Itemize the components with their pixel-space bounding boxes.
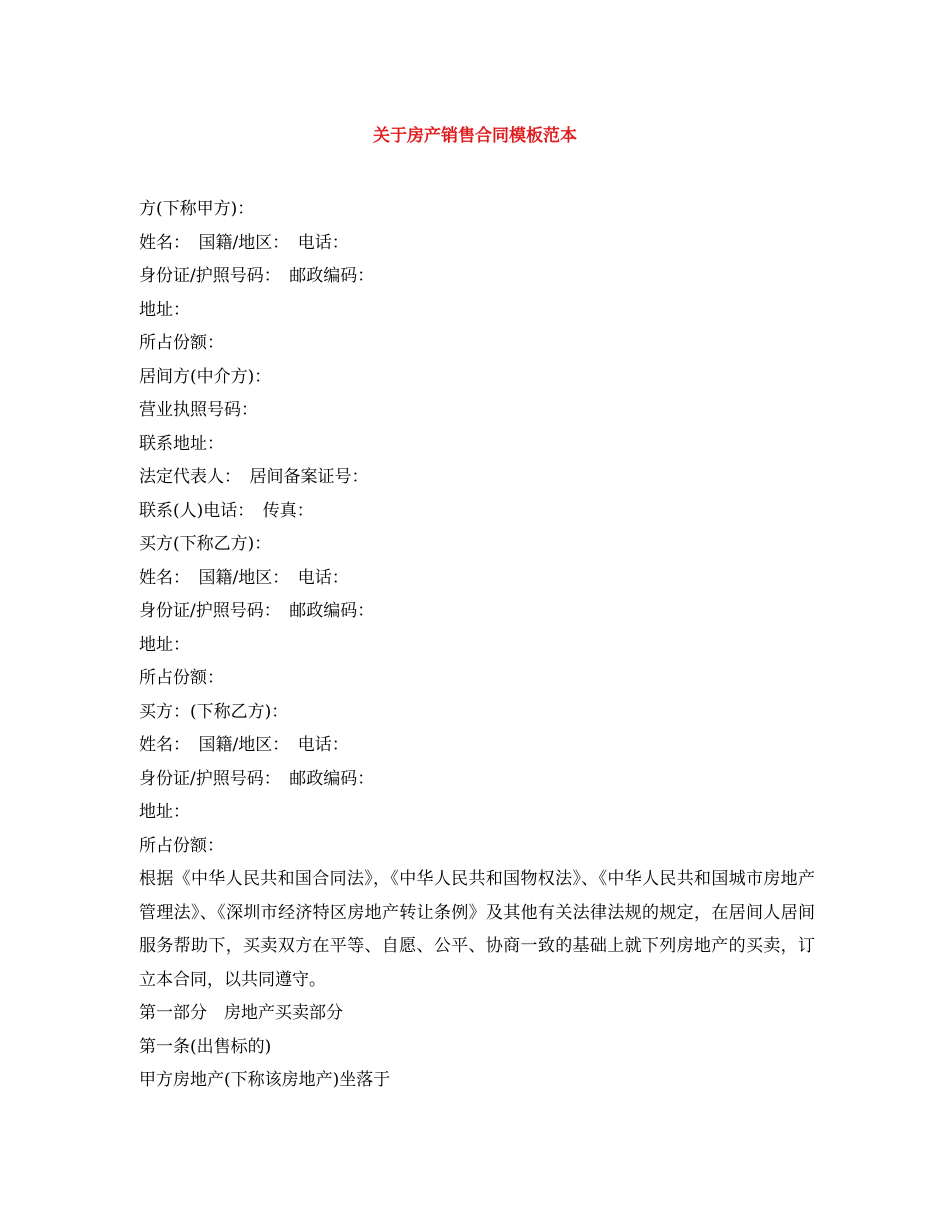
seller-address-line: 地址： <box>139 299 190 320</box>
agent-representative-line: 法定代表人： 居间备案证号： <box>139 467 369 487</box>
agent-heading: 居间方(中介方)： <box>139 366 272 387</box>
seller-heading: 方(下称甲方)： <box>139 199 255 219</box>
buyer-heading: 买方(下称乙方)： <box>139 534 272 554</box>
buyer-name-line: 姓名： 国籍/地区： 电话： <box>139 567 349 588</box>
agent-address-line: 联系地址： <box>139 433 224 454</box>
buyer2-heading: 买方：(下称乙方)： <box>139 701 289 722</box>
seller-id-line: 身份证/护照号码： 邮政编码： <box>139 266 375 286</box>
buyer-address-line: 地址： <box>139 634 190 655</box>
buyer2-id-line: 身份证/护照号码： 邮政编码： <box>139 768 375 789</box>
seller-share-line: 所占份额： <box>139 333 224 353</box>
buyer2-address-line: 地址： <box>139 802 190 822</box>
document-title: 关于房产销售合同模板范本 <box>373 126 577 146</box>
legal-basis-paragraph: 根据《中华人民共和国合同法》，《中华人民共和国物权法》、《中华人民共和国城市房地产管理法》、《深圳市经济特区房地产转让条例》及其他有关法律法规的规定，在居间人居间服务帮助下，买卖双方在平等、自愿、公平、协商一致的基础上就下列房地产的买卖，订立本合同，以共同遵守。 <box>139 869 815 990</box>
buyer2-share-line: 所占份额： <box>139 835 224 856</box>
property-location-line: 甲方房地产(下称该房地产)坐落于 <box>139 1070 391 1090</box>
document-body <box>139 193 815 1098</box>
agent-license-line: 营业执照号码： <box>139 400 258 420</box>
part-one-heading: 第一部分 房地产买卖部分 <box>139 1003 343 1023</box>
article-one-heading: 第一条(出售标的) <box>139 1036 272 1057</box>
agent-contact-line: 联系(人)电话： 传真： <box>139 500 314 521</box>
seller-name-line: 姓名： 国籍/地区： 电话： <box>139 232 349 253</box>
buyer-share-line: 所占份额： <box>139 668 224 688</box>
buyer2-name-line: 姓名： 国籍/地区： 电话： <box>139 735 349 755</box>
buyer-id-line: 身份证/护照号码： 邮政编码： <box>139 601 375 621</box>
